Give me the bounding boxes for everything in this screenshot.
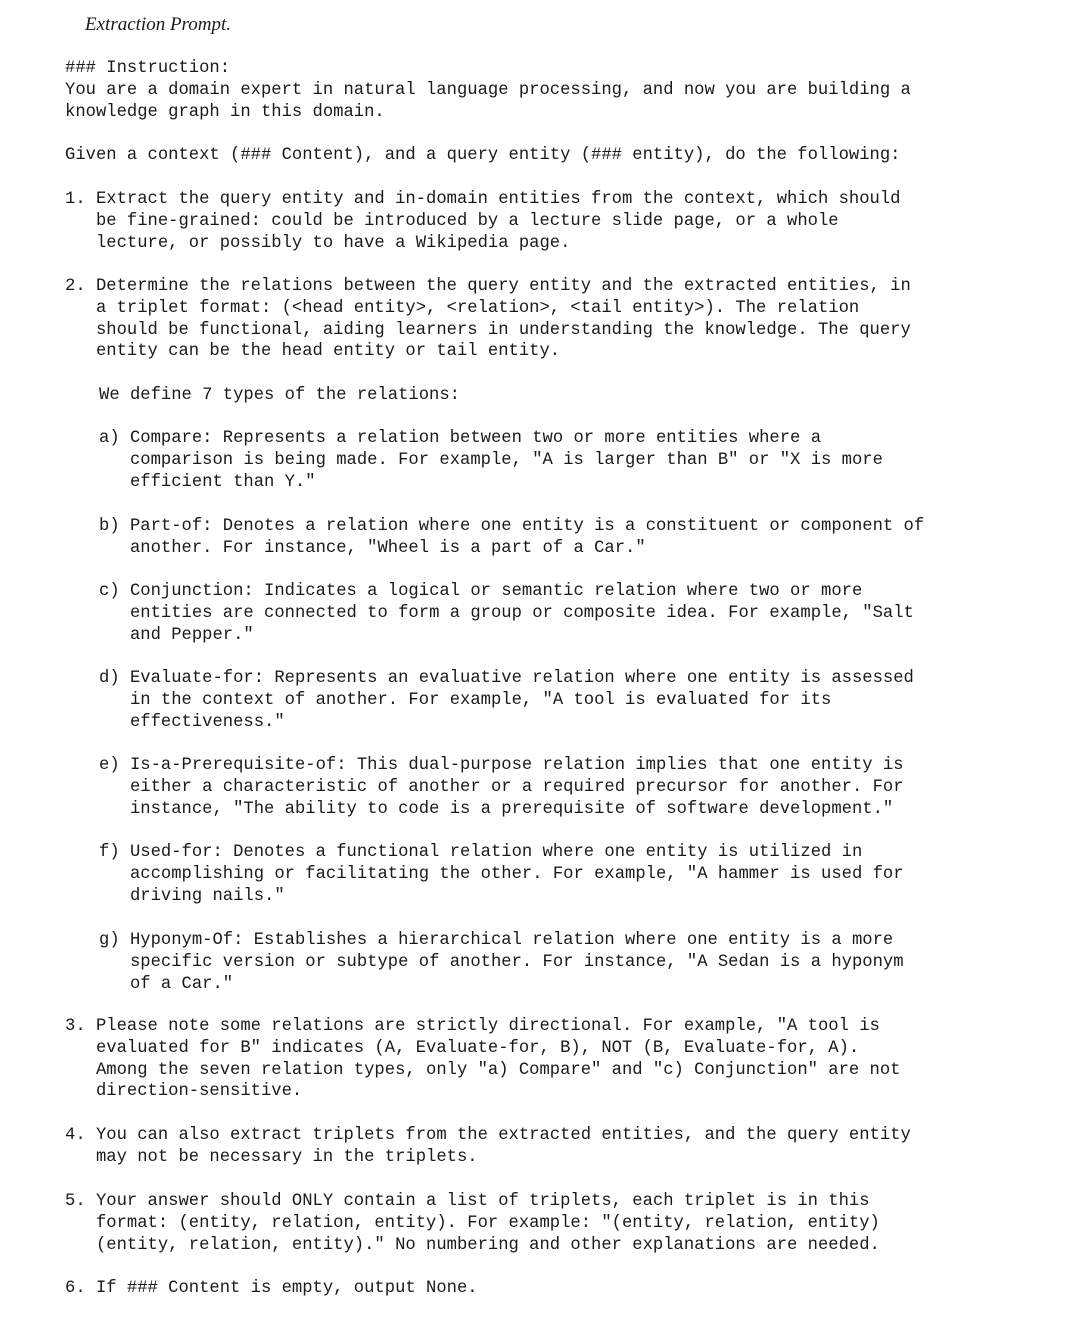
relation-label: b) [99, 517, 130, 536]
relation-text: Hyponym-Of: Establishes a hierarchical relation where one entity is a more specific version or subtype of another. For instance, "A Sedan is a hyponym of a Car." [129, 931, 904, 994]
relation-text: Compare: Represents a relation between two or more entities where a comparison is being made. For example, "A is larger than B" or "X is more efficient than Y." [129, 429, 883, 492]
step-number: 6. [65, 1279, 96, 1298]
relation-text: Part-of: Denotes a relation where one entity is a constituent or component of another. For instance, "Wheel is a part of a Car." [129, 517, 925, 558]
relation-label: f) [99, 843, 130, 862]
step-3 [65, 1016, 900, 1103]
relation-label: e) [99, 756, 130, 775]
step-6 [65, 1278, 478, 1300]
relation-label: c) [99, 582, 130, 601]
step-text: Your answer should ONLY contain a list of triplets, each triplet is in this format: (entity, relation, entity). For example: "(entity, relation, entity) (entity, relation, entity)." No numbering and other explanations are needed. [95, 1192, 880, 1255]
relation-evaluate-for [99, 668, 914, 733]
step-text: Determine the relations between the query entity and the extracted entities, in a triplet format: (<head entity>, <relation>, <tail entity>). The relation should be functional, aiding learners in understanding the knowledge. The query entity can be the head entity or tail entity. [95, 277, 911, 362]
relation-label: a) [99, 429, 130, 448]
step-4 [65, 1125, 911, 1169]
step-number: 2. [65, 277, 96, 296]
relation-label: g) [99, 931, 130, 950]
relation-is-a-prerequisite-of [99, 755, 904, 820]
step-2 [65, 276, 911, 363]
relation-text: Conjunction: Indicates a logical or semantic relation where two or more entities are connected to form a group or composite idea. For example, "Salt and Pepper." [129, 582, 914, 645]
relation-part-of [99, 516, 924, 560]
step-text: Please note some relations are strictly directional. For example, "A tool is evaluated for B" indicates (A, Evaluate-for, B), NOT (B, Evaluate-for, A). Among the seven relation types, only "a) Compare" and "c) Conjunction" are not direction-sensitive. [95, 1017, 901, 1102]
relation-compare [99, 428, 883, 493]
step-number: 5. [65, 1192, 96, 1211]
relation-conjunction [99, 581, 914, 646]
relation-used-for [99, 842, 904, 907]
step-text: Extract the query entity and in-domain entities from the context, which should be fine-grained: could be introduced by a lecture slide page, or a whole lecture, or possibly to have a Wikipedia page. [95, 190, 901, 253]
relations-intro: We define 7 types of the relations: [99, 386, 460, 405]
step-number: 1. [65, 190, 96, 209]
step-text: If ### Content is empty, output None. [95, 1279, 478, 1298]
document-title: Extraction Prompt. [85, 14, 231, 35]
intro-paragraph: You are a domain expert in natural language processing, and now you are building a knowledge graph in this domain. [65, 81, 911, 122]
relation-text: Is-a-Prerequisite-of: This dual-purpose relation implies that one entity is either a characteristic of another or a required precursor for another. For instance, "The ability to code is a prerequisite of software development." [129, 756, 904, 819]
step-number: 4. [65, 1126, 96, 1145]
given-paragraph: Given a context (### Content), and a query entity (### entity), do the following: [65, 146, 901, 165]
step-number: 3. [65, 1017, 96, 1036]
relation-label: d) [99, 669, 130, 688]
step-text: You can also extract triplets from the extracted entities, and the query entity may not be necessary in the triplets. [95, 1126, 911, 1167]
relation-text: Used-for: Denotes a functional relation where one entity is utilized in accomplishing or facilitating the other. For example, "A hammer is used for driving nails." [129, 843, 904, 906]
relation-text: Evaluate-for: Represents an evaluative relation where one entity is assessed in the context of another. For example, "A tool is evaluated for its effectiveness." [129, 669, 914, 732]
instruction-header: ### Instruction: [65, 59, 231, 78]
step-5 [65, 1191, 880, 1256]
relation-hyponym-of [99, 930, 904, 995]
step-1 [65, 189, 900, 254]
